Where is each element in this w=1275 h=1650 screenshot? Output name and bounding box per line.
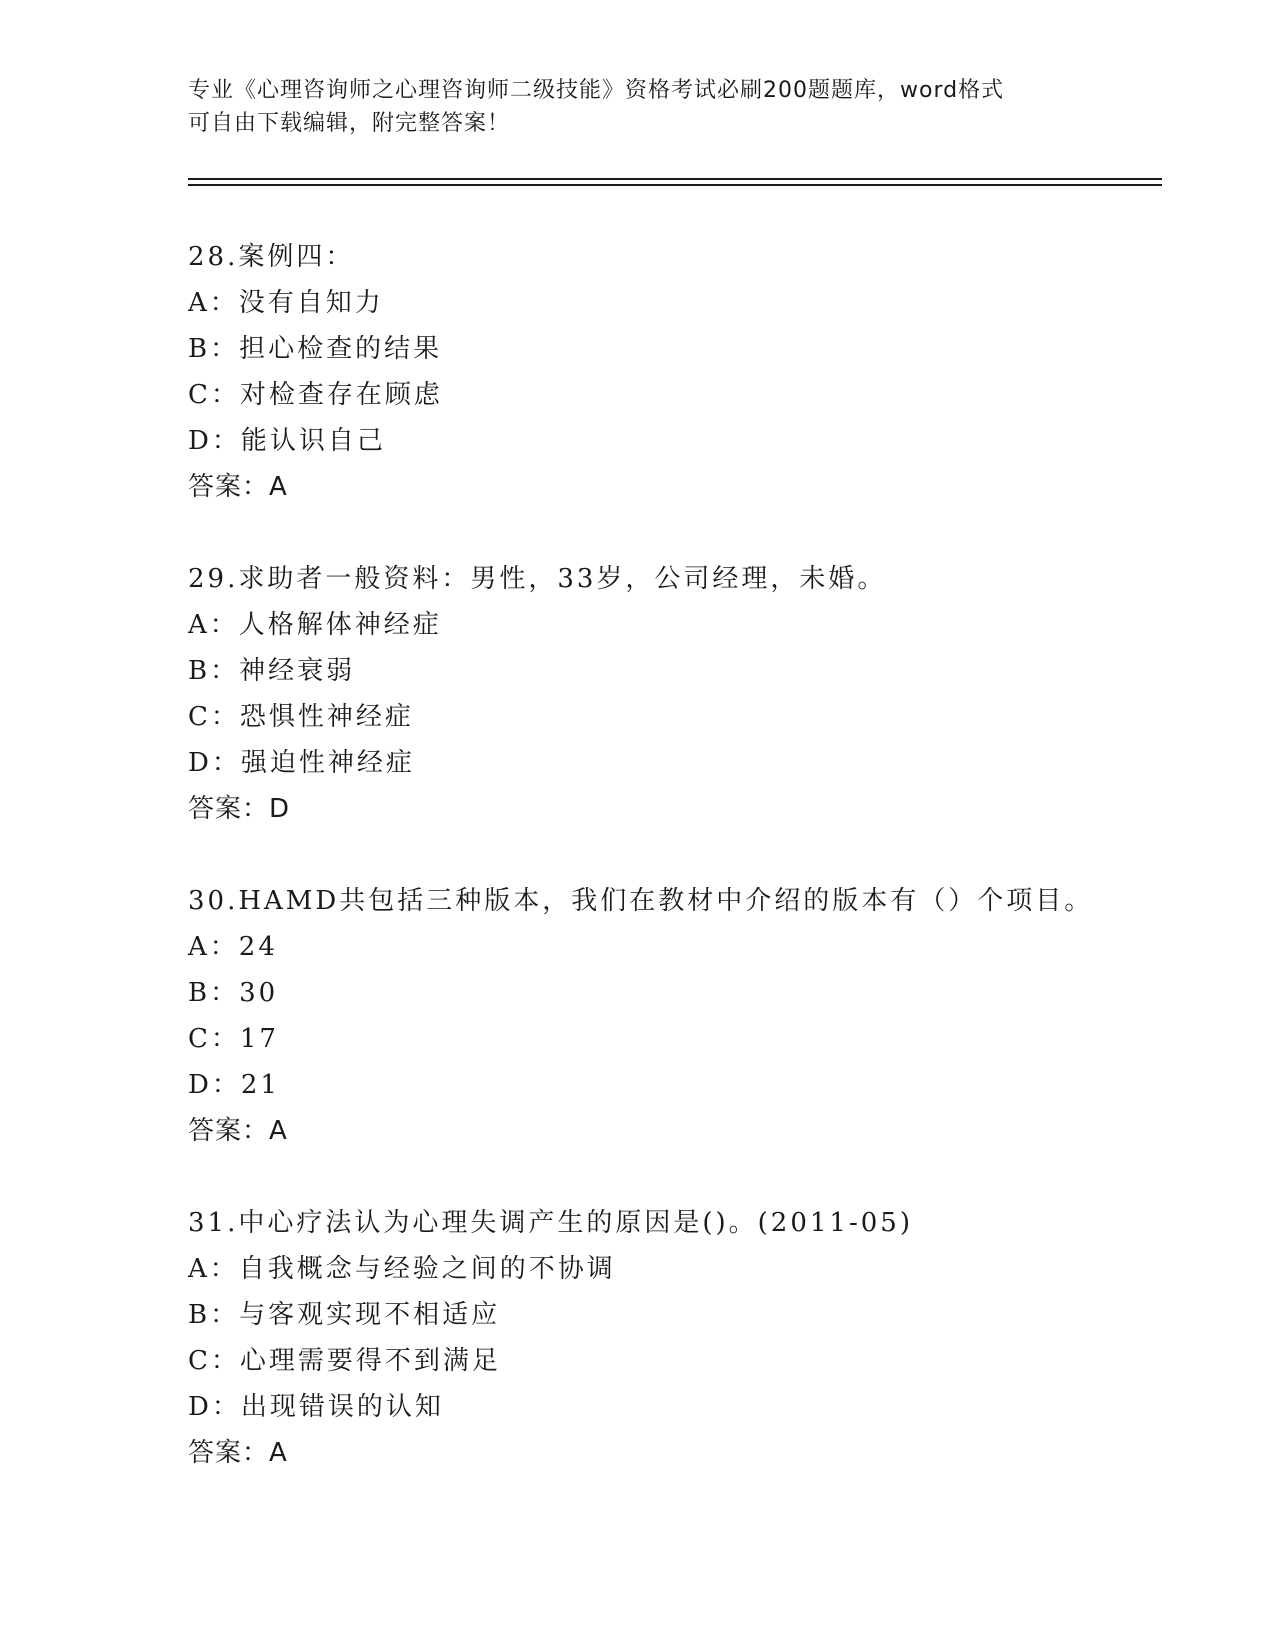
header-line-2: 可自由下载编辑，附完整答案！ xyxy=(188,111,511,136)
option-b: B：担心检查的结果 xyxy=(188,334,443,364)
answer-line: 答案：A xyxy=(188,472,288,502)
question-stem: 31.中心疗法认为心理失调产生的原因是()。(2011-05) xyxy=(188,1208,913,1238)
question-30 xyxy=(188,878,1168,1154)
option-d: D：出现错误的认知 xyxy=(188,1392,444,1422)
option-a: A：没有自知力 xyxy=(188,288,384,318)
option-b: B：神经衰弱 xyxy=(188,656,356,686)
header-line-1: 专业《心理咨询师之心理咨询师二级技能》资格考试必刷200题题库，word格式 xyxy=(188,78,1005,103)
answer-line: 答案：A xyxy=(188,1438,288,1468)
option-d: D：强迫性神经症 xyxy=(188,748,415,778)
question-29 xyxy=(188,556,1168,832)
question-31 xyxy=(188,1200,1168,1476)
option-d: D：能认识自己 xyxy=(188,426,386,456)
question-stem: 29.求助者一般资料：男性，33岁，公司经理，未婚。 xyxy=(188,564,887,594)
option-a: A：人格解体神经症 xyxy=(188,610,442,640)
question-28 xyxy=(188,234,1168,510)
option-c: C：对检查存在顾虑 xyxy=(188,380,443,410)
document-header xyxy=(188,74,1088,140)
option-c: C：恐惧性神经症 xyxy=(188,702,414,732)
option-d: D：21 xyxy=(188,1070,280,1100)
option-c: C：17 xyxy=(188,1024,279,1054)
question-stem: 28.案例四： xyxy=(188,242,355,272)
option-b: B：30 xyxy=(188,978,279,1008)
answer-line: 答案：A xyxy=(188,1116,288,1146)
option-a: A：24 xyxy=(188,932,278,962)
option-c: C：心理需要得不到满足 xyxy=(188,1346,501,1376)
header-divider-bottom xyxy=(188,184,1162,186)
option-a: A：自我概念与经验之间的不协调 xyxy=(188,1254,616,1284)
answer-line: 答案：D xyxy=(188,794,291,824)
option-b: B：与客观实现不相适应 xyxy=(188,1300,501,1330)
header-divider-top xyxy=(188,178,1162,180)
question-stem: 30.HAMD共包括三种版本，我们在教材中介绍的版本有（）个项目。 xyxy=(188,886,1094,916)
